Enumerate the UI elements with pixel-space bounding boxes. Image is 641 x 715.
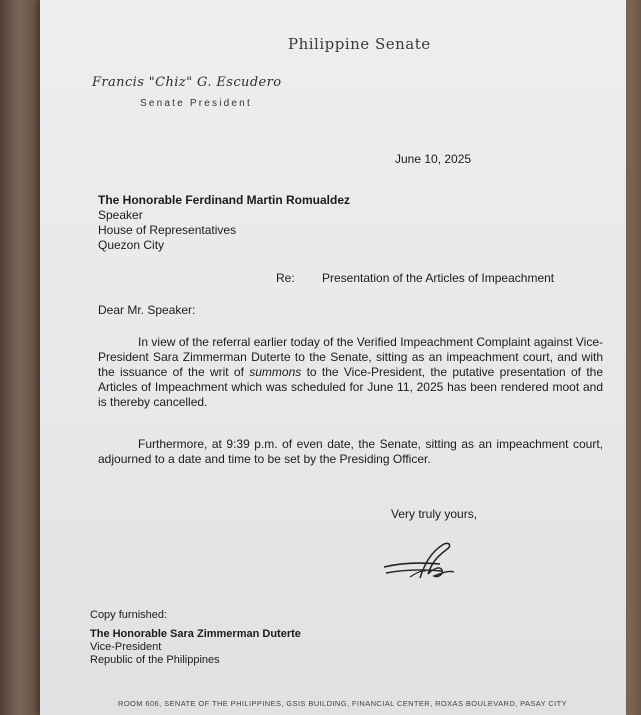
addressee-name: The Honorable Ferdinand Martin Romualdez — [98, 193, 351, 207]
body-paragraph-1 — [98, 335, 603, 410]
desk-surface-left — [0, 0, 42, 715]
signature — [380, 540, 460, 587]
closing: Very truly yours, — [391, 507, 478, 521]
letterhead-title: Philippine Senate — [288, 35, 431, 53]
addressee-block — [98, 193, 350, 253]
letter-page — [40, 0, 626, 715]
letter-footer-address: ROOM 606, SENATE OF THE PHILIPPINES, GSIS BUILDING, FINANCIAL CENTER, ROXAS BOULEVARD, PASAY CITY — [118, 699, 568, 708]
sender-title: Senate President — [140, 98, 252, 109]
subject-label: Re: — [276, 271, 295, 285]
copy-furnished-label: Copy furnished: — [90, 609, 168, 621]
addressee-position: Speaker — [98, 208, 143, 222]
cc-position: Vice-President — [90, 641, 162, 653]
letter-date: June 10, 2025 — [395, 152, 472, 166]
body-paragraph-1-text-a: In view of the referral earlier today of the Verified Impeachment Complaint against Vice-President Sara Zimmerman Duterte to the Senate, sitting as an impeachment court, and with the issuance of the writ of — [98, 335, 603, 379]
cc-country: Republic of the Philippines — [90, 654, 220, 666]
addressee-city: Quezon City — [98, 238, 165, 252]
body-paragraph-2: Furthermore, at 9:39 p.m. of even date, the Senate, sitting as an impeachment court, adjourned to a date and time to be set by the Presiding Officer. — [98, 437, 603, 466]
body-paragraph-1-italic: summons — [249, 365, 302, 379]
salutation: Dear Mr. Speaker: — [98, 303, 196, 317]
addressee-office: House of Representatives — [98, 223, 237, 237]
cc-name: The Honorable Sara Zimmerman Duterte — [90, 628, 301, 640]
subject-text: Presentation of the Articles of Impeachment — [322, 271, 555, 285]
body-paragraph-1-text-b: to the Vice-President, the putative presentation of the Articles of Impeachment which was scheduled for June 11, 2025 has been rendered moot and is thereby cancelled. — [98, 365, 604, 409]
sender-name: Francis "Chiz" G. Escudero — [92, 75, 282, 90]
copy-furnished-block — [90, 628, 301, 667]
